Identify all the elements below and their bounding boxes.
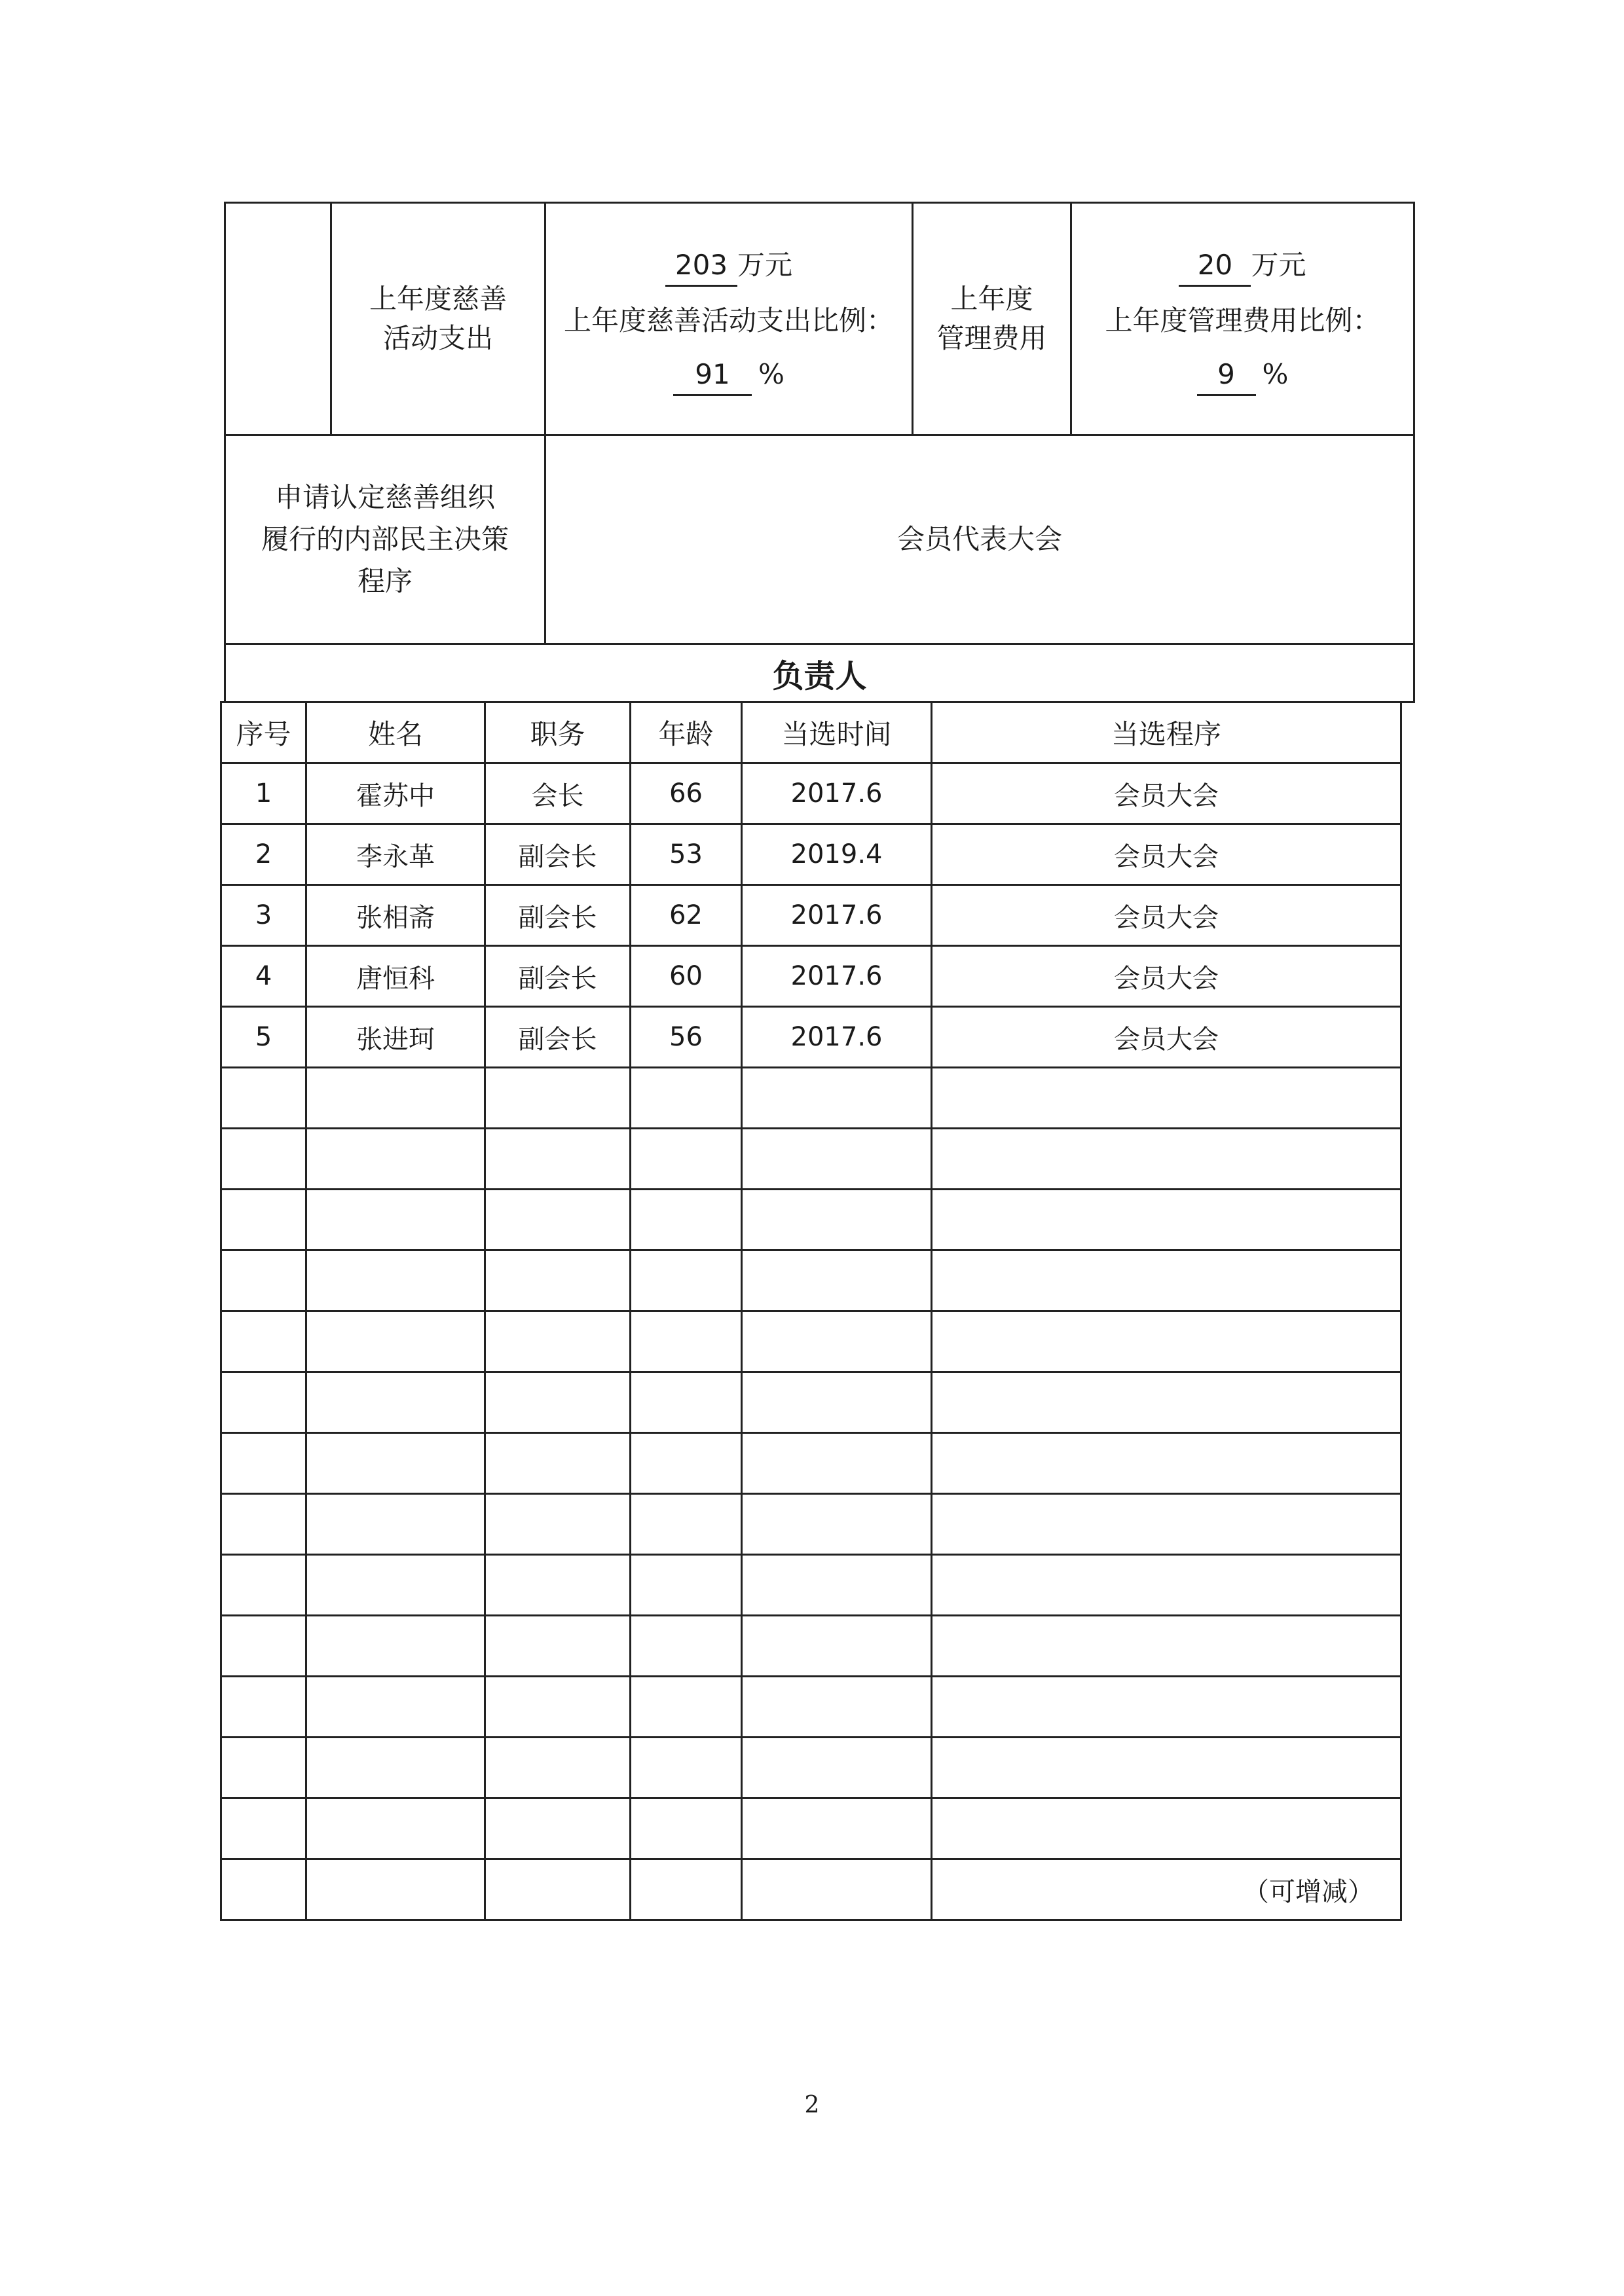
expense-percent: % bbox=[758, 358, 784, 390]
empty-cell bbox=[221, 1129, 306, 1190]
empty-cell bbox=[932, 1798, 1401, 1859]
expense-ratio-label: 上年度慈善活动支出比例： bbox=[563, 304, 894, 337]
row-elected-time: 2017.6 bbox=[742, 763, 932, 824]
empty-cell bbox=[485, 1250, 631, 1311]
empty-cell bbox=[221, 1190, 306, 1250]
procedure-label-cell bbox=[224, 434, 546, 645]
empty-table-row bbox=[221, 1190, 1401, 1250]
procedure-value: 会员代表大会 bbox=[896, 523, 1062, 555]
empty-cell bbox=[221, 1555, 306, 1616]
empty-cell bbox=[742, 1616, 932, 1677]
table-row bbox=[221, 946, 1401, 1007]
empty-cell bbox=[631, 1677, 742, 1738]
empty-cell bbox=[485, 1494, 631, 1555]
row-elected-time: 2017.6 bbox=[742, 1007, 932, 1068]
mgmt-label: 上年度 管理费用 bbox=[936, 283, 1047, 354]
empty-cell bbox=[742, 1372, 932, 1433]
empty-table-row bbox=[221, 1129, 1401, 1190]
header-position: 职务 bbox=[485, 702, 631, 763]
empty-table-row bbox=[221, 1372, 1401, 1433]
empty-cell bbox=[742, 1494, 932, 1555]
row-index: 4 bbox=[221, 946, 306, 1007]
row-position: 会长 bbox=[485, 763, 631, 824]
empty-cell bbox=[485, 1372, 631, 1433]
empty-cell bbox=[932, 1190, 1401, 1250]
empty-cell bbox=[485, 1311, 631, 1372]
empty-cell bbox=[306, 1616, 485, 1677]
empty-cell bbox=[221, 1859, 306, 1920]
row-name: 唐恒科 bbox=[306, 946, 485, 1007]
row-position: 副会长 bbox=[485, 1007, 631, 1068]
table-row bbox=[221, 1007, 1401, 1068]
empty-cell bbox=[742, 1859, 932, 1920]
empty-cell bbox=[306, 1129, 485, 1190]
empty-table-row bbox=[221, 1433, 1401, 1494]
expense-label: 上年度慈善 活动支出 bbox=[369, 283, 507, 354]
empty-cell bbox=[932, 1068, 1401, 1129]
empty-cell bbox=[221, 1372, 306, 1433]
empty-cell bbox=[221, 1311, 306, 1372]
empty-cell bbox=[306, 1677, 485, 1738]
row-index: 5 bbox=[221, 1007, 306, 1068]
empty-cell bbox=[631, 1738, 742, 1798]
empty-cell bbox=[306, 1068, 485, 1129]
row-age: 62 bbox=[631, 885, 742, 946]
empty-table-row bbox=[221, 1494, 1401, 1555]
expense-label-cell bbox=[330, 202, 546, 436]
empty-cell bbox=[742, 1129, 932, 1190]
empty-cell bbox=[631, 1798, 742, 1859]
empty-cell bbox=[306, 1859, 485, 1920]
empty-cell bbox=[631, 1372, 742, 1433]
row-elected-time: 2019.4 bbox=[742, 824, 932, 885]
empty-cell bbox=[306, 1555, 485, 1616]
table-row bbox=[221, 763, 1401, 824]
empty-cell bbox=[631, 1433, 742, 1494]
table-row bbox=[221, 885, 1401, 946]
empty-table-row bbox=[221, 1555, 1401, 1616]
row-elected-time: 2017.6 bbox=[742, 885, 932, 946]
empty-cell bbox=[631, 1494, 742, 1555]
row-age: 56 bbox=[631, 1007, 742, 1068]
empty-cell bbox=[306, 1311, 485, 1372]
empty-cell bbox=[485, 1068, 631, 1129]
header-name: 姓名 bbox=[306, 702, 485, 763]
row-index: 3 bbox=[221, 885, 306, 946]
empty-cell bbox=[631, 1555, 742, 1616]
row-position: 副会长 bbox=[485, 824, 631, 885]
empty-cell bbox=[742, 1311, 932, 1372]
top-blank-cell bbox=[224, 202, 332, 436]
empty-cell bbox=[221, 1677, 306, 1738]
empty-cell bbox=[932, 1738, 1401, 1798]
expense-amount: 203 bbox=[665, 246, 737, 287]
table-header-row bbox=[221, 702, 1401, 763]
empty-cell bbox=[485, 1738, 631, 1798]
empty-cell bbox=[306, 1250, 485, 1311]
empty-cell bbox=[306, 1798, 485, 1859]
row-elected-time: 2017.6 bbox=[742, 946, 932, 1007]
empty-cell bbox=[221, 1494, 306, 1555]
empty-cell bbox=[932, 1129, 1401, 1190]
empty-cell bbox=[631, 1311, 742, 1372]
mgmt-ratio-line bbox=[1197, 355, 1289, 396]
empty-table-row bbox=[221, 1068, 1401, 1129]
expense-amount-line bbox=[665, 246, 792, 287]
empty-cell bbox=[631, 1129, 742, 1190]
table-row bbox=[221, 824, 1401, 885]
row-election-procedure: 会员大会 bbox=[932, 885, 1401, 946]
empty-cell bbox=[742, 1677, 932, 1738]
empty-cell bbox=[485, 1129, 631, 1190]
empty-cell bbox=[485, 1433, 631, 1494]
empty-cell bbox=[306, 1494, 485, 1555]
row-position: 副会长 bbox=[485, 946, 631, 1007]
empty-cell bbox=[306, 1433, 485, 1494]
empty-cell bbox=[485, 1859, 631, 1920]
empty-cell bbox=[306, 1190, 485, 1250]
empty-cell bbox=[932, 1311, 1401, 1372]
leaders-title: 负责人 bbox=[772, 657, 867, 695]
expense-value-cell bbox=[544, 202, 913, 436]
empty-cell bbox=[221, 1250, 306, 1311]
empty-cell bbox=[485, 1555, 631, 1616]
row-name: 霍苏中 bbox=[306, 763, 485, 824]
empty-table-row bbox=[221, 1250, 1401, 1311]
mgmt-percent: % bbox=[1262, 358, 1289, 390]
mgmt-amount-line bbox=[1179, 246, 1306, 287]
expense-unit: 万元 bbox=[737, 249, 792, 281]
empty-table-row bbox=[221, 1616, 1401, 1677]
row-age: 60 bbox=[631, 946, 742, 1007]
empty-cell bbox=[221, 1798, 306, 1859]
empty-table-row bbox=[221, 1859, 1401, 1920]
empty-cell bbox=[742, 1190, 932, 1250]
empty-cell bbox=[485, 1190, 631, 1250]
empty-cell bbox=[742, 1250, 932, 1311]
empty-cell bbox=[631, 1616, 742, 1677]
expense-ratio-line bbox=[673, 355, 784, 396]
row-name: 张相斋 bbox=[306, 885, 485, 946]
procedure-label: 申请认定慈善组织 履行的内部民主决策 程序 bbox=[261, 481, 509, 597]
empty-table-row bbox=[221, 1311, 1401, 1372]
empty-cell bbox=[932, 1433, 1401, 1494]
mgmt-value-cell bbox=[1070, 202, 1415, 436]
procedure-value-cell bbox=[544, 434, 1415, 645]
empty-cell bbox=[485, 1616, 631, 1677]
row-name: 李永革 bbox=[306, 824, 485, 885]
empty-cell bbox=[932, 1616, 1401, 1677]
empty-cell bbox=[742, 1798, 932, 1859]
mgmt-ratio: 9 bbox=[1197, 355, 1256, 396]
empty-table-row bbox=[221, 1738, 1401, 1798]
empty-cell bbox=[631, 1190, 742, 1250]
row-election-procedure: 会员大会 bbox=[932, 1007, 1401, 1068]
empty-cell bbox=[221, 1616, 306, 1677]
empty-cell bbox=[932, 1677, 1401, 1738]
row-election-procedure: 会员大会 bbox=[932, 946, 1401, 1007]
header-elected-time: 当选时间 bbox=[742, 702, 932, 763]
empty-cell bbox=[631, 1859, 742, 1920]
mgmt-label-cell bbox=[912, 202, 1072, 436]
footnote: （可增减） bbox=[1243, 1876, 1374, 1907]
empty-table-row bbox=[221, 1798, 1401, 1859]
empty-cell bbox=[932, 1494, 1401, 1555]
empty-cell bbox=[932, 1372, 1401, 1433]
row-age: 53 bbox=[631, 824, 742, 885]
page-number: 2 bbox=[804, 2092, 820, 2119]
mgmt-amount: 20 bbox=[1179, 246, 1251, 287]
empty-cell bbox=[485, 1798, 631, 1859]
empty-cell bbox=[742, 1433, 932, 1494]
empty-cell bbox=[631, 1068, 742, 1129]
row-age: 66 bbox=[631, 763, 742, 824]
empty-cell bbox=[631, 1250, 742, 1311]
row-position: 副会长 bbox=[485, 885, 631, 946]
empty-cell bbox=[221, 1433, 306, 1494]
row-index: 1 bbox=[221, 763, 306, 824]
row-election-procedure: 会员大会 bbox=[932, 824, 1401, 885]
row-index: 2 bbox=[221, 824, 306, 885]
leaders-title-cell bbox=[224, 643, 1415, 703]
footnote-cell bbox=[932, 1859, 1401, 1920]
empty-cell bbox=[485, 1677, 631, 1738]
empty-cell bbox=[932, 1250, 1401, 1311]
mgmt-unit: 万元 bbox=[1251, 249, 1306, 281]
expense-ratio: 91 bbox=[673, 355, 752, 396]
row-election-procedure: 会员大会 bbox=[932, 763, 1401, 824]
empty-cell bbox=[932, 1555, 1401, 1616]
empty-cell bbox=[221, 1738, 306, 1798]
empty-cell bbox=[742, 1738, 932, 1798]
empty-cell bbox=[221, 1068, 306, 1129]
row-name: 张进珂 bbox=[306, 1007, 485, 1068]
empty-cell bbox=[306, 1372, 485, 1433]
empty-cell bbox=[742, 1555, 932, 1616]
empty-cell bbox=[306, 1738, 485, 1798]
leaders-table bbox=[220, 701, 1402, 1921]
empty-table-row bbox=[221, 1677, 1401, 1738]
header-index: 序号 bbox=[221, 702, 306, 763]
mgmt-ratio-label: 上年度管理费用比例： bbox=[1105, 304, 1380, 337]
empty-cell bbox=[742, 1068, 932, 1129]
header-election-procedure: 当选程序 bbox=[932, 702, 1401, 763]
header-age: 年龄 bbox=[631, 702, 742, 763]
